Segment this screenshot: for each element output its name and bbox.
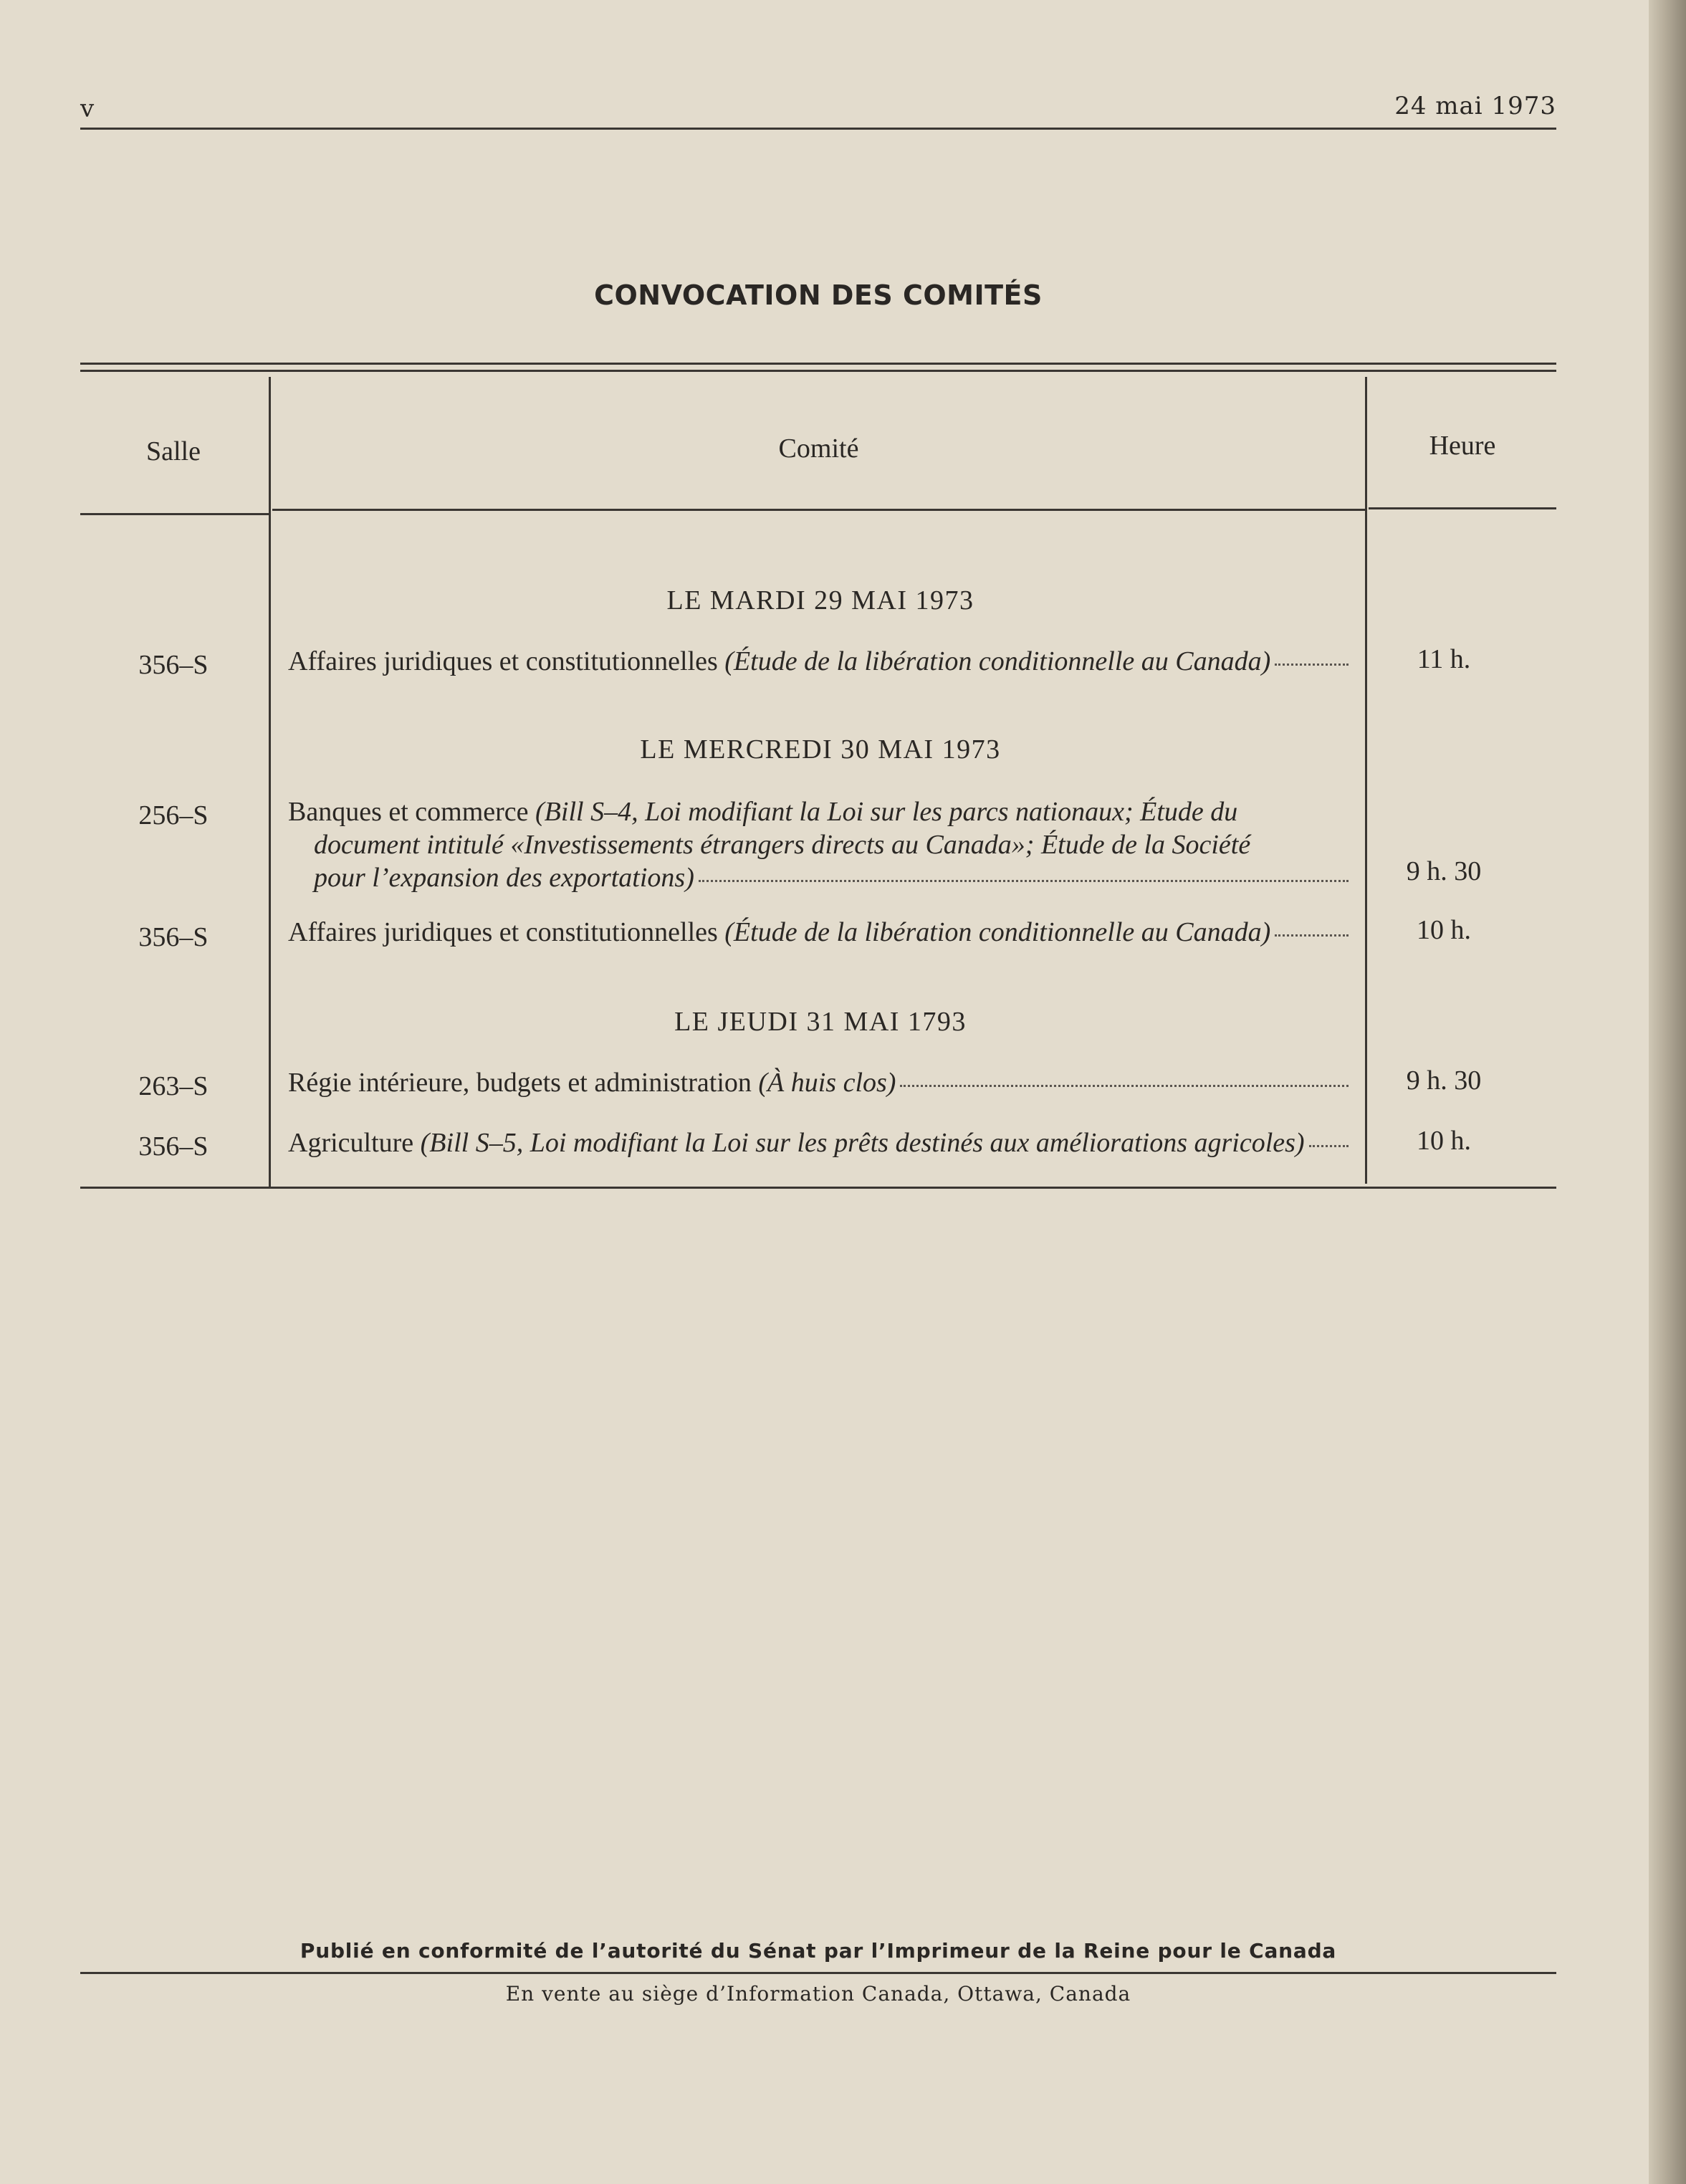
- committee-detail: (Bill S–4, Loi modifiant la Loi sur les parcs nationaux; Étude du: [535, 797, 1238, 827]
- header-rule-time: [1369, 507, 1556, 509]
- table-bottom-rule: [80, 1187, 1556, 1189]
- meeting-time: 10 h.: [1417, 1126, 1471, 1156]
- room-number: 256–S: [138, 800, 209, 830]
- page-folio: v: [80, 95, 95, 123]
- table-top-rule: [80, 363, 1556, 365]
- committee-detail: pour l’expansion des exportations): [314, 863, 694, 893]
- meeting-time: 10 h.: [1417, 915, 1471, 945]
- committee-name: Régie intérieure, budgets et administration: [288, 1068, 752, 1098]
- dot-leader: [900, 1085, 1349, 1087]
- committee-entry: [288, 1066, 1349, 1099]
- committee-detail: (Bill S–5, Loi modifiant la Loi sur les prêts destinés aux améliorations agricoles): [420, 1128, 1305, 1158]
- committee-detail: document intitulé «Investissements étrangers directs au Canada»; Étude de la Société: [314, 830, 1251, 860]
- document-title: CONVOCATION DES COMITÉS: [594, 279, 1043, 311]
- committee-name: Affaires juridiques et constitutionnelles: [288, 917, 718, 947]
- meeting-time: 9 h. 30: [1406, 856, 1482, 886]
- publication-notice: Publié en conformité de l’autorité du Sénat par l’Imprimeur de la Reine pour le Canada: [300, 1939, 1337, 1963]
- column-divider-room: [269, 377, 271, 1187]
- running-head: [80, 85, 1556, 130]
- room-number: 356–S: [138, 650, 209, 680]
- committee-detail: (Étude de la libération conditionnelle au Canada): [724, 646, 1271, 676]
- header-rule-committee: [272, 509, 1365, 511]
- dot-leader: [699, 880, 1349, 882]
- day-heading: LE MERCREDI 30 MAI 1973: [640, 734, 1001, 765]
- meeting-time: 9 h. 30: [1406, 1065, 1482, 1096]
- committee-detail: (À huis clos): [758, 1068, 896, 1098]
- meeting-time: 11 h.: [1417, 644, 1471, 674]
- column-header-committee: Comité: [778, 434, 859, 464]
- committee-entry: [288, 916, 1349, 949]
- room-number: 263–S: [138, 1071, 209, 1101]
- day-heading: LE JEUDI 31 MAI 1793: [674, 1007, 967, 1037]
- running-head-date: 24 mai 1973: [1394, 92, 1556, 120]
- table-top-rule-inner: [80, 370, 1556, 372]
- column-divider-time: [1365, 377, 1367, 1184]
- day-heading: LE MARDI 29 MAI 1973: [666, 585, 974, 616]
- dot-leader: [1275, 664, 1349, 666]
- committee-name: Banques et commerce: [288, 797, 529, 827]
- committee-detail: (Étude de la libération conditionnelle au Canada): [724, 917, 1271, 947]
- header-rule-room: [80, 513, 269, 515]
- committee-entry: [288, 795, 1349, 894]
- sale-notice: En vente au siège d’Information Canada, Ottawa, Canada: [505, 1982, 1131, 2006]
- dot-leader: [1275, 934, 1349, 937]
- room-number: 356–S: [138, 922, 209, 952]
- committee-entry: [288, 1126, 1349, 1159]
- dot-leader: [1309, 1145, 1349, 1147]
- committee-name: Agriculture: [288, 1128, 414, 1158]
- page-edge-shadow: [1649, 0, 1686, 2184]
- committee-entry: [288, 645, 1349, 678]
- footer-rule: [80, 1972, 1556, 1974]
- column-header-room: Salle: [146, 436, 201, 466]
- room-number: 356–S: [138, 1131, 209, 1162]
- column-header-time: Heure: [1429, 431, 1496, 461]
- committee-name: Affaires juridiques et constitutionnelles: [288, 646, 718, 676]
